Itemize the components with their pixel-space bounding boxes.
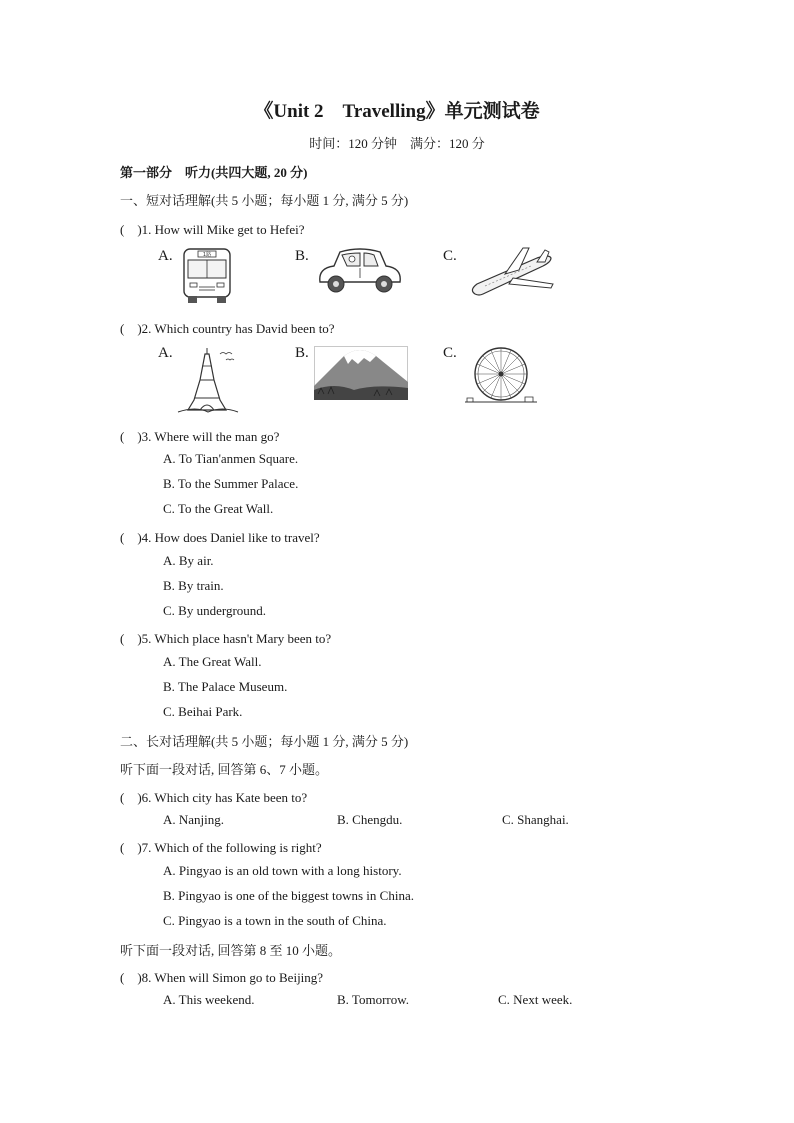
question-text: 5. Which place hasn't Mary been to? <box>141 631 332 646</box>
question-2 <box>120 318 335 337</box>
question-4 <box>120 527 320 546</box>
eiffel-tower-icon <box>176 346 240 416</box>
option-c-label: C. <box>443 345 457 361</box>
mount-fuji-icon <box>314 346 408 400</box>
option-c: C. Shanghai. <box>502 812 569 827</box>
question-text: 8. When will Simon go to Beijing? <box>141 970 324 985</box>
option-c-label: C. <box>443 248 457 264</box>
option-a: A. The Great Wall. <box>163 654 262 669</box>
question-text: 4. How does Daniel like to travel? <box>141 530 320 545</box>
question-1 <box>120 219 305 238</box>
option-a: A. By air. <box>163 553 214 568</box>
answer-bracket[interactable]: ( ) <box>120 840 142 855</box>
option-c: C. By underground. <box>163 603 267 618</box>
question-6 <box>120 787 307 806</box>
option-b: B. Chengdu. <box>337 812 403 827</box>
option-a-label: A. <box>158 345 173 361</box>
section1-heading: 一、短对话理解(共 5 小题；每小题 1 分, 满分 5 分) <box>120 193 409 208</box>
option-c: C. Beihai Park. <box>163 704 243 719</box>
answer-bracket[interactable]: ( ) <box>120 790 142 805</box>
answer-bracket[interactable]: ( ) <box>120 429 142 444</box>
option-c: C. Next week. <box>498 992 573 1007</box>
question-text: 2. Which country has David been to? <box>141 321 335 336</box>
question-text: 7. Which of the following is right? <box>141 840 322 855</box>
car-icon <box>314 246 406 296</box>
answer-bracket[interactable]: ( ) <box>120 631 142 646</box>
question-7 <box>120 837 322 856</box>
answer-bracket[interactable]: ( ) <box>120 970 142 985</box>
bus-icon <box>181 247 233 305</box>
option-a: A. Nanjing. <box>163 812 225 827</box>
bus-sign-label: 1路 <box>202 252 212 258</box>
option-b: B. The Palace Museum. <box>163 679 288 694</box>
option-c: C. Pingyao is a town in the south of China. <box>163 913 387 928</box>
section2-instruction: 听下面一段对话, 回答第 8 至 10 小题。 <box>120 943 342 958</box>
question-8 <box>120 967 323 986</box>
question-text: 1. How will Mike get to Hefei? <box>141 222 305 237</box>
question-text: 6. Which city has Kate been to? <box>141 790 308 805</box>
option-b: B. To the Summer Palace. <box>163 476 299 491</box>
option-b: B. By train. <box>163 578 224 593</box>
section2-instruction: 听下面一段对话, 回答第 6、7 小题。 <box>120 762 329 777</box>
question-3 <box>120 426 279 445</box>
option-c: C. To the Great Wall. <box>163 501 274 516</box>
ferris-wheel-icon <box>465 344 537 408</box>
question-5 <box>120 628 331 647</box>
option-b: B. Pingyao is one of the biggest towns in China. <box>163 888 414 903</box>
option-b-label: B. <box>295 248 309 264</box>
option-a-label: A. <box>158 248 173 264</box>
answer-bracket[interactable]: ( ) <box>120 222 142 237</box>
answer-bracket[interactable]: ( ) <box>120 530 142 545</box>
question-text: 3. Where will the man go? <box>141 429 280 444</box>
option-b: B. Tomorrow. <box>337 992 410 1007</box>
airplane-icon <box>465 244 557 304</box>
part1-heading: 第一部分 听力(共四大题, 20 分) <box>120 165 308 180</box>
option-a: A. Pingyao is an old town with a long history. <box>163 863 402 878</box>
exam-meta: 时间：120 分钟 满分：120 分 <box>309 136 485 151</box>
option-a: A. This weekend. <box>163 992 255 1007</box>
page-title: 《Unit 2 Travelling》单元测试卷 <box>254 101 540 122</box>
option-a: A. To Tian'anmen Square. <box>163 451 299 466</box>
section2-heading: 二、长对话理解(共 5 小题；每小题 1 分, 满分 5 分) <box>120 734 409 749</box>
option-b-label: B. <box>295 345 309 361</box>
answer-bracket[interactable]: ( ) <box>120 321 142 336</box>
